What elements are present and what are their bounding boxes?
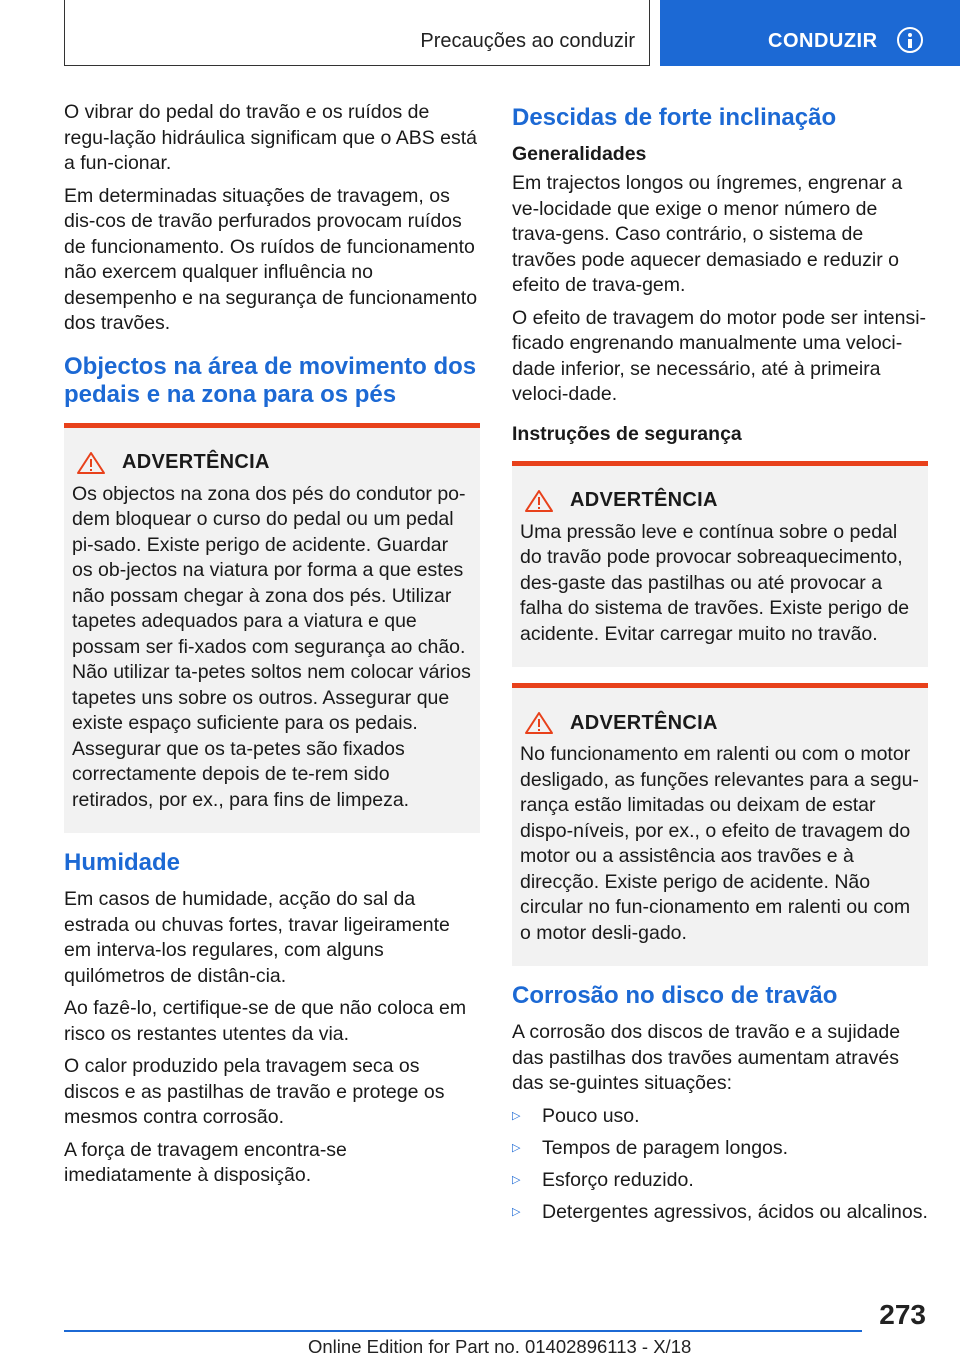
triangle-bullet-icon: ▷ xyxy=(512,1109,521,1122)
warning-title: ADVERTÊNCIA xyxy=(570,489,718,511)
section-heading-humidity: Humidade xyxy=(64,849,181,876)
triangle-bullet-icon: ▷ xyxy=(512,1141,521,1154)
paragraph: A corrosão dos discos de travão e a sujidade das pastilhas dos travões aumentam através das se-guintes situações: xyxy=(512,1021,901,1094)
chapter-label: CONDUZIR xyxy=(768,30,878,52)
list-item xyxy=(512,1104,928,1129)
triangle-bullet-icon: ▷ xyxy=(512,1173,521,1186)
list-item xyxy=(512,1136,928,1161)
page-number: 273 xyxy=(879,1299,926,1330)
list-item-text: Pouco uso. xyxy=(542,1104,640,1127)
warning-text: Uma pressão leve e contínua sobre o pedal do travão pode provocar sobreaquecimento, des-gaste das pastilhas ou até provocar a falha do sistema de travões. Existe perigo de acidente. Evitar carregar muito no travão. xyxy=(520,520,910,645)
header-section-title: Precauções ao conduzir xyxy=(420,30,635,52)
warning-title: ADVERTÊNCIA xyxy=(122,451,270,473)
paragraph: O calor produzido pela travagem seca os discos e as pastilhas de travão e protege os mesmos contra corrosão. xyxy=(64,1055,445,1128)
bullet-list xyxy=(512,1104,928,1225)
paragraph: Em trajectos longos ou íngremes, engrenar a ve-locidade que exige o menor número de trava-gens. Caso contrário, o sistema de travões pode aquecer demasiado e reduzir o efeito de trava-gem. xyxy=(512,172,903,296)
paragraph: Em determinadas situações de travagem, os dis-cos de travão perfurados provocam ruídos de funcionamento. Os ruídos de funcionamento não exercem qualquer influência no desempenho e na segurança de funcionamento dos travões. xyxy=(64,184,478,334)
left-column xyxy=(64,100,480,1196)
section-heading-objects: Objectos na área de movimento dos pedais e na zona para os pés xyxy=(64,352,477,408)
section-heading-corrosion: Corrosão no disco de travão xyxy=(512,982,838,1009)
warning-text: Os objectos na zona dos pés do condutor po-dem bloquear o curso do pedal ou um pedal pi-sado. Existe perigo de acidente. Guardar os ob-jectos na viatura por forma a que estes não possam chegar à zona dos pés. Utilizar tapetes adequados para a viatura e que possam ser fi-xados com segurança ao chão. Não utilizar ta-petes soltos nem colocar vários tapetes uns sobre os outros. Assegurar que existe espaço suficiente para os pedais. Assegurar que os ta-petes são fixados correctamente depois de te-rem sido retirados, por ex., para fins de limpeza. xyxy=(72,482,471,811)
warning-text: No funcionamento em ralenti ou com o motor desligado, as funções relevantes para a segu-rança estão limitadas ou deixam de estar dispo-níveis, por ex., o efeito de travagem do motor ou a assistência aos travões e à direcção. Existe perigo de acidente. Não circular no fun-cionamento em ralenti ou com o motor desli-gado. xyxy=(520,743,919,944)
list-item xyxy=(512,1168,928,1193)
paragraph: Em casos de humidade, acção do sal da estrada ou chuvas fortes, travar ligeiramente em interva-los regulares, com alguns quilómetros de distân-cia. xyxy=(64,888,450,987)
warning-triangle-icon xyxy=(76,451,106,475)
warning-box xyxy=(512,683,928,966)
footer-divider xyxy=(64,1330,862,1332)
header-section-tab xyxy=(64,0,650,66)
subheading-general: Generalidades xyxy=(512,143,647,165)
list-item-text: Tempos de paragem longos. xyxy=(542,1136,789,1159)
paragraph: O efeito de travagem do motor pode ser intensi-ficado engrenando manualmente uma veloci-dade inferior, se necessário, até à primeira veloci-dade. xyxy=(512,306,927,405)
info-icon[interactable] xyxy=(897,27,923,53)
right-column xyxy=(512,100,928,1232)
triangle-bullet-icon: ▷ xyxy=(512,1205,521,1218)
footer-edition: Online Edition for Part no. 01402896113 - X/18 xyxy=(308,1336,692,1357)
paragraph: Ao fazê-lo, certifique-se de que não coloca em risco os restantes utentes da via. xyxy=(64,997,467,1045)
section-heading-descents: Descidas de forte inclinação xyxy=(512,104,837,131)
header-chapter-tab[interactable] xyxy=(660,0,960,66)
list-item xyxy=(512,1200,928,1225)
warning-title: ADVERTÊNCIA xyxy=(570,711,718,734)
subheading-safety: Instruções de segurança xyxy=(512,422,742,445)
warning-box xyxy=(64,423,480,834)
paragraph: O vibrar do pedal do travão e os ruídos de regu-lação hidráulica significam que o ABS está a fun-cionar. xyxy=(64,101,477,174)
list-item-text: Detergentes agressivos, ácidos ou alcalinos. xyxy=(542,1200,928,1223)
warning-box xyxy=(512,461,928,668)
warning-triangle-icon xyxy=(524,489,554,513)
list-item-text: Esforço reduzido. xyxy=(542,1168,694,1191)
paragraph: A força de travagem encontra-se imediatamente à disposição. xyxy=(64,1138,347,1186)
warning-triangle-icon xyxy=(524,711,554,735)
